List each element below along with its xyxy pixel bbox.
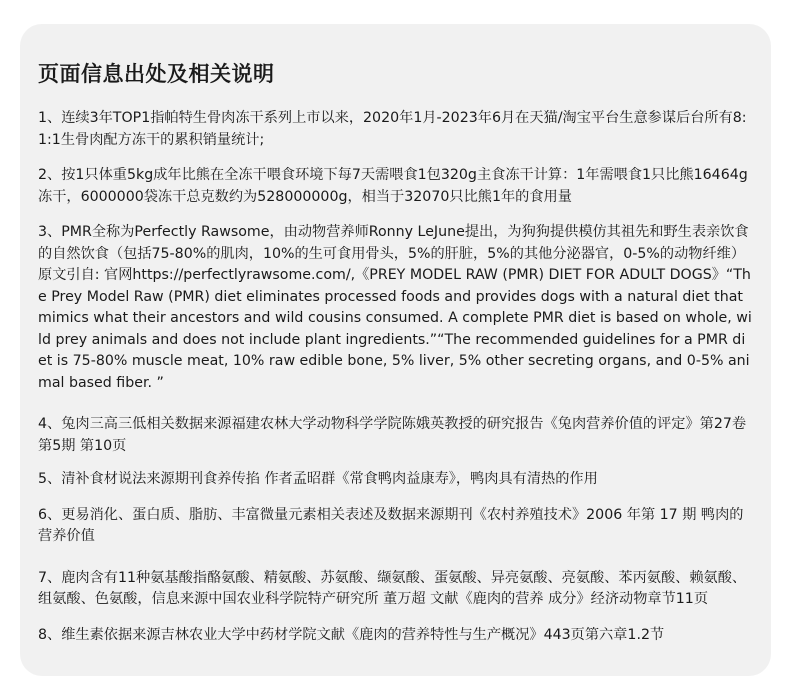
note-8: 8、维生素依据来源吉林农业大学中药材学院文献《鹿肉的营养特性与生产概况》443页第六章1.2节 [38, 626, 665, 643]
note-5: 5、清补食材说法来源期刊食养传掐 作者孟昭群《常食鸭肉益康寿》，鸭肉具有清热的作用 [38, 471, 598, 487]
note-7: 7、鹿肉含有11种氨基酸指酪氨酸、精氨酸、苏氨酸、缬氨酸、蛋氨酸、异亮氨酸、亮氨酸、苯丙氨酸、赖氨酸、组氨酸、色氨酸，信息来源中国农业科学院特产研究所 董万超 文献《鹿肉的营养 成分》经济动物章节11页 [38, 569, 747, 607]
note-4: 4、兔肉三高三低相关数据来源福建农林大学动物科学学院陈娥英教授的研究报告《兔肉营养价值的评定》第27卷 第5期 第10页 [38, 416, 747, 454]
notes-card [20, 24, 771, 676]
note-2: 2、按1只体重5kg成年比熊在全冻干喂食环境下每7天需喂食1包320g主食冻干计算：1年需喂食1只比熊16464g冻干，6000000袋冻干总克数约为528000000g，相当于32070只比熊1年的食用量 [38, 167, 748, 205]
page-title: 页面信息出处及相关说明 [38, 62, 275, 86]
note-6: 6、更易消化、蛋白质、脂肪、丰富微量元素相关表述及数据来源期刊《农村养殖技术》2006 年第 17 期 鸭肉的营养价值 [38, 506, 744, 544]
note-1: 1、连续3年TOP1指帕特生骨肉冻干系列上市以来，2020年1月-2023年6月在天猫/淘宝平台生意参谋后台所有8:1:1生骨肉配方冻干的累积销量统计; [38, 110, 747, 148]
note-3: 3、PMR全称为Perfectly Rawsome，由动物营养师Ronny LeJune提出，为狗狗提供模仿其祖先和野生表亲饮食的自然饮食（包括75-80%的肌肉，10%的生可食用骨头，5%的肝脏，5%的其他分泌器官，0-5%的动物纤维）原文引自: 官网https://perfectlyrawsome.com/,《PREY MODEL RAW (PMR) DIET FOR ADULT DOGS》“The Prey Model Raw (PMR) diet eliminates processed foods and provides dogs with a natural diet that mimics what their ancestors and wild cousins consumed. A complete PMR diet is based on whole, wild prey animals and does not include plant ingredients.”“The recommended guidelines for a PMR diet is 75-80% muscle meat, 10% raw edible bone, 5% liver, 5% other secreting organs, and 0-5% animal based fiber. ” [38, 224, 752, 391]
